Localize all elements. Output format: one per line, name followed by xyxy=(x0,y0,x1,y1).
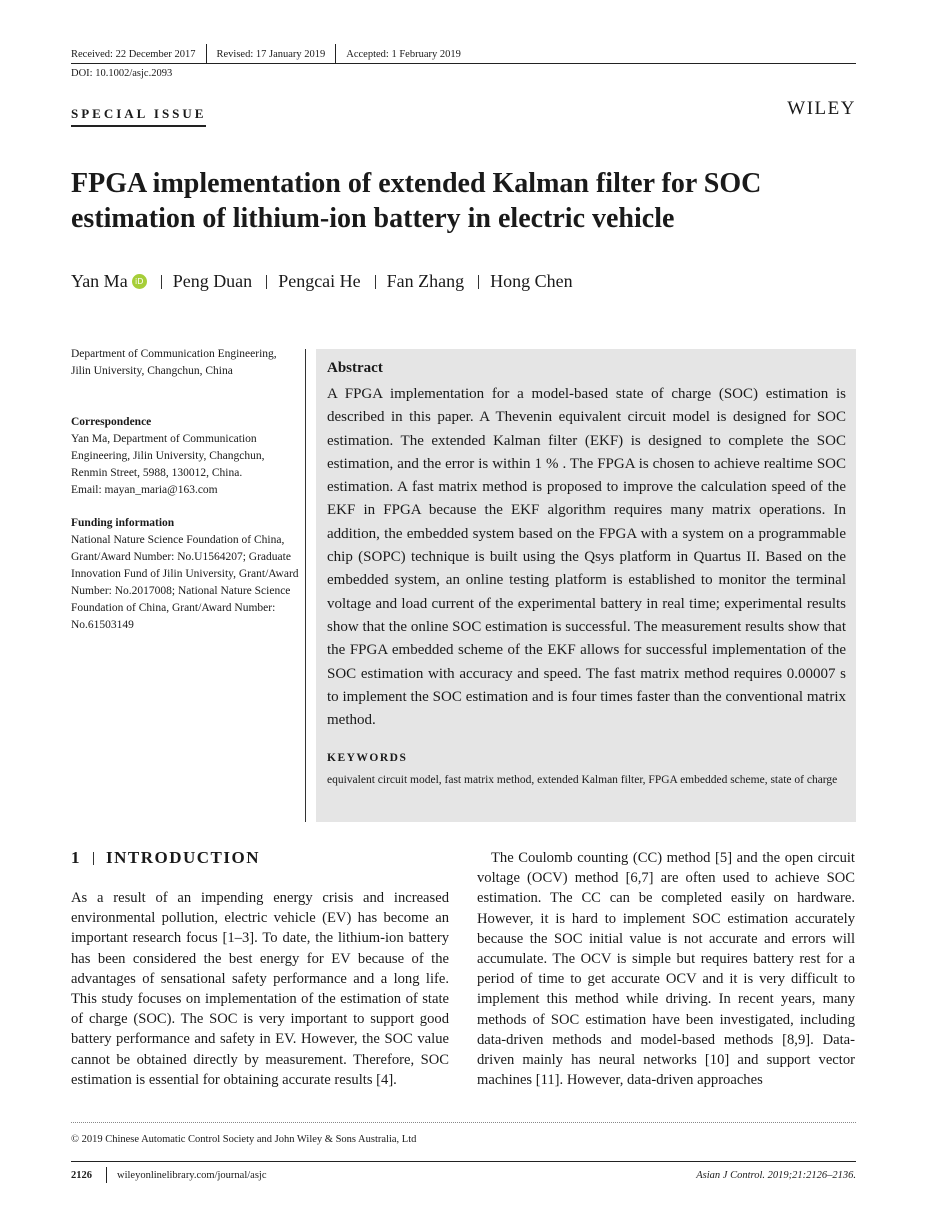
publisher-logo: WILEY xyxy=(787,98,856,119)
body-column-right: The Coulomb counting (CC) method [5] and the open circuit voltage (OCV) method [6,7] are often used to achieve SOC estimation. The CC can be completed easily on hardware. However, it is hard to implement SOC estimation accurately because the SOC initial value is not accurate and errors will accumulate. The OCV is simple but requires battery rest for a period of time to get accurate OCV and it is very difficult to implement this method while driving. In recent years, many methods of SOC estimation have been investigated, including data-driven methods and model-based methods [8,9]. Data-driven mainly has neural networks [10] and support vector machines [11]. However, data-driven approaches xyxy=(477,850,855,1089)
section-number: 1 xyxy=(71,848,81,867)
divider xyxy=(93,852,94,865)
section-label: SPECIAL ISSUE xyxy=(71,106,206,127)
keywords-text: equivalent circuit model, fast matrix method, extended Kalman filter, FPGA embedded scheme, state of charge xyxy=(327,774,838,786)
author-name: Pengcai He xyxy=(278,271,361,291)
footer-rule xyxy=(71,1161,856,1162)
page-number: 2126 xyxy=(71,1169,92,1181)
divider xyxy=(106,1167,107,1183)
correspondence-text: Yan Ma, Department of Communication Engineering, Jilin University, Changchun, Renmin Street, 5988, 130012, China. xyxy=(71,433,265,479)
funding-text: National Nature Science Foundation of China, Grant/Award Number: No.U1564207; Graduate Innovation Fund of Jilin University, Grant/Award Number: No.2017008; National Nature Science Foundation of China, Grant/Award Number: No.61503149 xyxy=(71,534,299,631)
received-date: Received: 22 December 2017 xyxy=(71,48,196,60)
author-list xyxy=(71,271,587,292)
journal-url[interactable]: wileyonlinelibrary.com/journal/asjc xyxy=(117,1169,267,1181)
author-name: Yan Ma iD xyxy=(71,271,147,292)
doi-link[interactable]: DOI: 10.1002/asjc.2093 xyxy=(71,68,173,79)
copyright-notice: © 2019 Chinese Automatic Control Society and John Wiley & Sons Australia, Ltd xyxy=(71,1134,417,1145)
column-divider xyxy=(305,349,306,822)
header-rule xyxy=(71,63,856,64)
body-column-left: As a result of an impending energy crisis and increased environmental pollution, electric vehicle (EV) has become an important research focus [1–3]. To date, the lithium-ion battery has been considered the best energy for EV because of the advantages of sensational safety performance and a long life. This study focuses on implementation of the estimation of state of charge (SOC). The SOC is very important to support good battery performance and safety in EV. However, the SOC value cannot be obtained directly by measurement. Therefore, SOC estimation is essential for obtaining accurate results [4]. xyxy=(71,890,449,1088)
page-footer xyxy=(71,1167,856,1183)
journal-citation: Asian J Control. 2019;21:2126–2136. xyxy=(696,1169,856,1181)
paper-title: FPGA implementation of extended Kalman filter for SOC estimation of lithium-ion battery in electric vehicle xyxy=(71,168,762,234)
correspondence-email[interactable]: Email: mayan_maria@163.com xyxy=(71,484,218,496)
footnote-rule xyxy=(71,1122,856,1123)
article-history xyxy=(71,44,856,64)
author-name: Peng Duan xyxy=(172,271,253,291)
abstract-text: A FPGA implementation for a model-based state of charge (SOC) estimation is described in this paper. A Thevenin equivalent circuit model is designed for SOC estimation. The extended Kalman filter (EKF) is designed to complete the SOC estimation, and the error is within 1 % . The FPGA is chosen to achieve realtime SOC estimation. A fast matrix method is proposed to improve the calculation speed of the EKF in FPGA because the EKF algorithm requires many matrix operations. In addition, the embedded system based on the FPGA with a system on a programmable chip (SOPC) technique is built using the Qsys platform in Quartus II. Based on the embedded system, an online testing platform is established to monitor the terminal voltage and load current of the experimental battery in real time; experimental results show that the online SOC estimation is successful. The measurement results show that the FPGA embedded scheme of the EKF allows for successful implementation of the SOC estimation with accuracy and speed. The fast matrix method requires 0.00007 s to implement the SOC estimation and is four times faster than the conventional matrix method. xyxy=(327,386,846,729)
orcid-icon[interactable]: iD xyxy=(132,274,147,289)
keywords-heading: KEYWORDS xyxy=(327,752,408,764)
divider xyxy=(266,275,267,289)
correspondence-block xyxy=(71,414,299,499)
affiliation: Department of Communication Engineering, Jilin University, Changchun, China xyxy=(71,348,277,377)
correspondence-heading: Correspondence xyxy=(71,416,152,428)
divider xyxy=(161,275,162,289)
revised-date: Revised: 17 January 2019 xyxy=(216,48,326,60)
abstract-box xyxy=(316,349,856,822)
author-name: Fan Zhang xyxy=(386,271,465,291)
funding-block xyxy=(71,515,299,634)
accepted-date: Accepted: 1 February 2019 xyxy=(346,48,461,60)
section-heading xyxy=(71,848,260,868)
divider xyxy=(478,275,479,289)
divider xyxy=(375,275,376,289)
author-name: Hong Chen xyxy=(490,271,573,291)
section-title: INTRODUCTION xyxy=(106,848,261,867)
abstract-heading: Abstract xyxy=(327,360,383,376)
funding-heading: Funding information xyxy=(71,517,175,529)
